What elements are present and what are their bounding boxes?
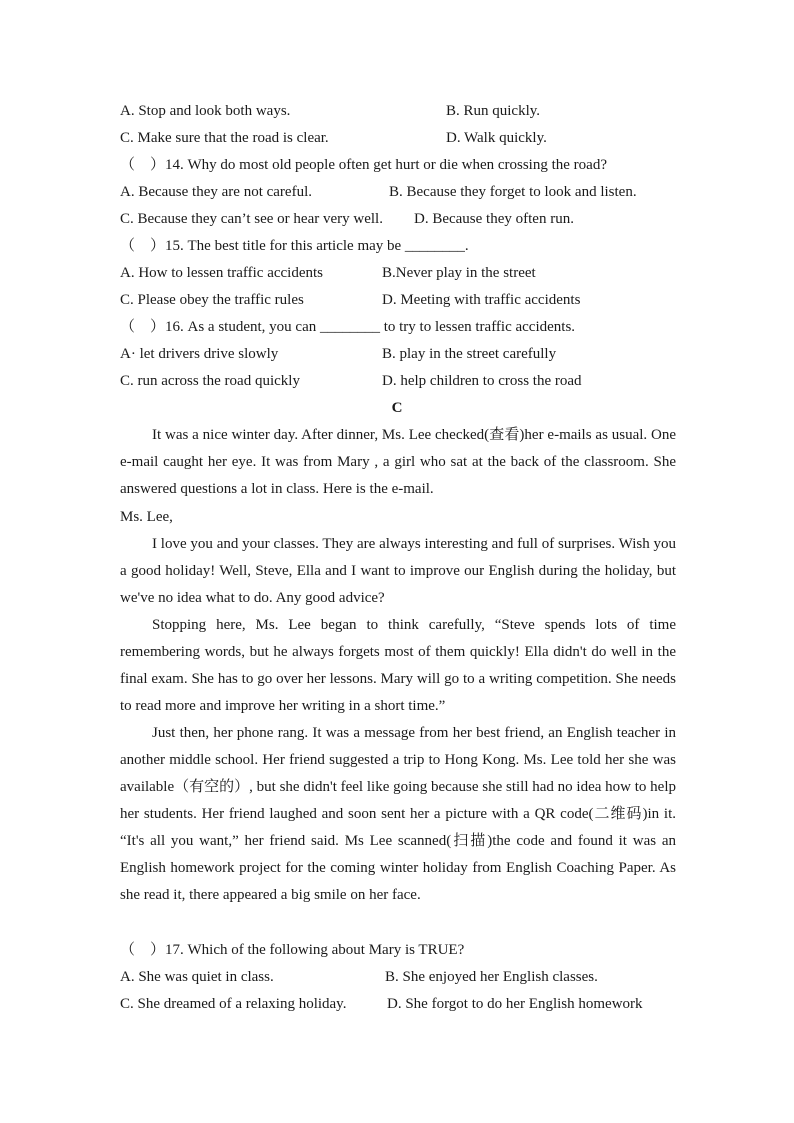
q17-prompt: （ ）17. Which of the following about Mary is TRUE?: [120, 942, 465, 958]
q14-option-c: C. Because they can’t see or hear very well.: [120, 211, 383, 227]
q16-option-b: B. play in the street carefully: [382, 346, 557, 362]
q15-prompt: （ ）15. The best title for this article may be ________.: [120, 238, 469, 254]
q17-option-b: B. She enjoyed her English classes.: [385, 969, 598, 985]
q14-option-d: D. Because they often run.: [414, 211, 574, 227]
q15-option-d: D. Meeting with traffic accidents: [382, 292, 581, 308]
q15-option-a: A. How to lessen traffic accidents: [120, 265, 323, 281]
passage-paragraph-4-text: Just then, her phone rang. It was a message from her best friend, an English teacher in another middle school. Her friend suggested a trip to Hong Kong. Ms. Lee told her she was available（有空的）, but she didn't feel like going because she still had no idea how to help her students. Her friend laughed and soon sent her a picture with a QR code(二维码)in it. “It's all you want,” her friend said. Ms Lee scanned(扫描)the code and found it was an English homework project for the coming winter holiday from English Coaching Paper. As she read it, there appeared a big smile on her face.: [120, 725, 676, 903]
q17-option-a: A. She was quiet in class.: [120, 969, 274, 985]
email-body-text: I love you and your classes. They are always interesting and full of surprises. Wish you a good holiday! Well, Steve, Ella and I want to improve our English during the holiday, but we've no idea what to do. Any good advice?: [120, 536, 676, 606]
section-heading-c: C: [391, 400, 403, 416]
q14-prompt: （ ）14. Why do most old people often get hurt or die when crossing the road?: [120, 157, 607, 173]
passage-paragraph-1-text: It was a nice winter day. After dinner, Ms. Lee checked(查看)her e-mails as usual. One e-mail caught her eye. It was from Mary , a girl who sat at the back of the classroom. She answered questions a lot in class. Here is the e-mail.: [120, 427, 676, 497]
email-salutation: Ms. Lee,: [120, 509, 173, 525]
q13-option-a: A. Stop and look both ways.: [120, 103, 291, 119]
passage-paragraph-1: [120, 422, 676, 503]
q13-option-c: C. Make sure that the road is clear.: [120, 130, 329, 146]
q13-option-b: B. Run quickly.: [446, 103, 541, 119]
q15-option-b: B.Never play in the street: [382, 265, 536, 281]
q16-prompt: （ ）16. As a student, you can ________ to try to lessen traffic accidents.: [120, 319, 576, 335]
q16-option-d: D. help children to cross the road: [382, 373, 582, 389]
email-body-paragraph: [120, 531, 676, 612]
q16-option-c: C. run across the road quickly: [120, 373, 300, 389]
passage-paragraph-3: [120, 612, 676, 720]
q17-option-d: D. She forgot to do her English homework: [387, 996, 643, 1012]
passage-paragraph-4: [120, 720, 676, 909]
q14-option-b: B. Because they forget to look and listen.: [389, 184, 637, 200]
q13-option-d: D. Walk quickly.: [446, 130, 547, 146]
passage-paragraph-3-text: Stopping here, Ms. Lee began to think carefully, “Steve spends lots of time remembering words, but he always forgets most of them quickly! Ella didn't do well in the final exam. She has to go over her lessons. Mary will go to a writing competition. She needs to read more and improve her writing in a short time.”: [120, 617, 676, 714]
q14-option-a: A. Because they are not careful.: [120, 184, 312, 200]
q16-option-a: A· let drivers drive slowly: [120, 346, 279, 362]
q15-option-c: C. Please obey the traffic rules: [120, 292, 304, 308]
q17-option-c: C. She dreamed of a relaxing holiday.: [120, 996, 347, 1012]
